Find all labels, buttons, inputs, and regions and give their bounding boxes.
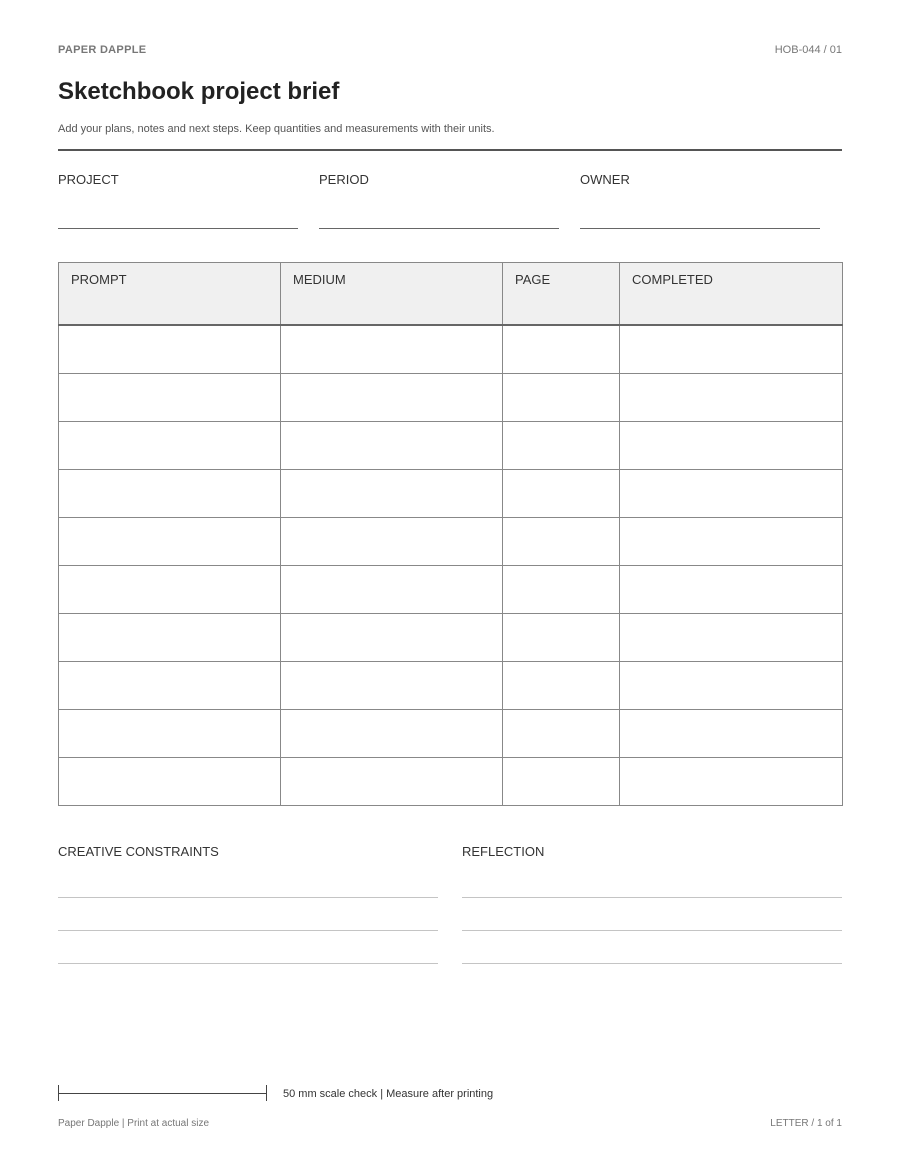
brand-name: PAPER DAPPLE — [58, 44, 147, 56]
constraints-line[interactable] — [58, 897, 438, 898]
constraints-line[interactable] — [58, 963, 438, 964]
table-row — [59, 517, 843, 565]
page-cell[interactable] — [503, 469, 620, 517]
creative-constraints-label: CREATIVE CONSTRAINTS — [58, 844, 219, 859]
page-cell[interactable] — [503, 517, 620, 565]
page-cell[interactable] — [503, 565, 620, 613]
table-row — [59, 373, 843, 421]
page-cell[interactable] — [503, 709, 620, 757]
owner-field[interactable] — [580, 228, 820, 229]
owner-label: OWNER — [580, 172, 630, 187]
page-subtitle: Add your plans, notes and next steps. Keep quantities and measurements with their units. — [58, 123, 495, 135]
medium-cell[interactable] — [281, 373, 503, 421]
page-cell[interactable] — [503, 757, 620, 805]
prompt-cell[interactable] — [59, 613, 281, 661]
page-cell[interactable] — [503, 325, 620, 374]
medium-cell[interactable] — [281, 757, 503, 805]
page-title: Sketchbook project brief — [58, 78, 340, 105]
prompt-cell[interactable] — [59, 517, 281, 565]
table-row — [59, 421, 843, 469]
completed-cell[interactable] — [620, 613, 843, 661]
medium-cell[interactable] — [281, 469, 503, 517]
prompt-cell[interactable] — [59, 661, 281, 709]
medium-cell[interactable] — [281, 661, 503, 709]
table-row — [59, 709, 843, 757]
table-row — [59, 757, 843, 805]
footer-left-text: Paper Dapple | Print at actual size — [58, 1118, 210, 1129]
prompt-cell[interactable] — [59, 469, 281, 517]
page-cell[interactable] — [503, 373, 620, 421]
completed-cell[interactable] — [620, 709, 843, 757]
medium-cell[interactable] — [281, 421, 503, 469]
constraints-line[interactable] — [58, 930, 438, 931]
column-header-page: PAGE — [503, 263, 620, 325]
prompt-cell[interactable] — [59, 709, 281, 757]
completed-cell[interactable] — [620, 565, 843, 613]
scale-check-text: 50 mm scale check | Measure after printing — [283, 1088, 494, 1100]
column-header-completed: COMPLETED — [620, 263, 843, 325]
medium-cell[interactable] — [281, 565, 503, 613]
page-cell[interactable] — [503, 661, 620, 709]
prompt-cell[interactable] — [59, 325, 281, 374]
table-row — [59, 469, 843, 517]
column-header-medium: MEDIUM — [281, 263, 503, 325]
scale-tick-end — [266, 1085, 267, 1101]
completed-cell[interactable] — [620, 469, 843, 517]
completed-cell[interactable] — [620, 517, 843, 565]
page-cell[interactable] — [503, 613, 620, 661]
medium-cell[interactable] — [281, 325, 503, 374]
completed-cell[interactable] — [620, 373, 843, 421]
period-field[interactable] — [319, 228, 559, 229]
table-row — [59, 613, 843, 661]
completed-cell[interactable] — [620, 325, 843, 374]
reflection-label: REFLECTION — [462, 844, 545, 859]
completed-cell[interactable] — [620, 421, 843, 469]
medium-cell[interactable] — [281, 517, 503, 565]
header-divider — [58, 149, 842, 151]
project-label: PROJECT — [58, 172, 119, 187]
table-row — [59, 661, 843, 709]
table-body — [59, 325, 843, 806]
column-header-prompt: PROMPT — [59, 263, 281, 325]
project-field[interactable] — [58, 228, 298, 229]
scale-tick-start — [58, 1085, 59, 1101]
prompt-cell[interactable] — [59, 421, 281, 469]
sketch-log-table — [58, 262, 843, 806]
document-id: HOB-044 / 01 — [774, 44, 842, 56]
prompt-cell[interactable] — [59, 757, 281, 805]
medium-cell[interactable] — [281, 613, 503, 661]
completed-cell[interactable] — [620, 757, 843, 805]
medium-cell[interactable] — [281, 709, 503, 757]
reflection-line[interactable] — [462, 963, 842, 964]
prompt-cell[interactable] — [59, 565, 281, 613]
table-header-row — [59, 263, 843, 325]
footer-page-info: LETTER / 1 of 1 — [770, 1118, 842, 1129]
table-row — [59, 565, 843, 613]
page-cell[interactable] — [503, 421, 620, 469]
period-label: PERIOD — [319, 172, 369, 187]
reflection-line[interactable] — [462, 930, 842, 931]
scale-bar — [58, 1093, 267, 1094]
table-row — [59, 325, 843, 374]
prompt-cell[interactable] — [59, 373, 281, 421]
completed-cell[interactable] — [620, 661, 843, 709]
reflection-line[interactable] — [462, 897, 842, 898]
